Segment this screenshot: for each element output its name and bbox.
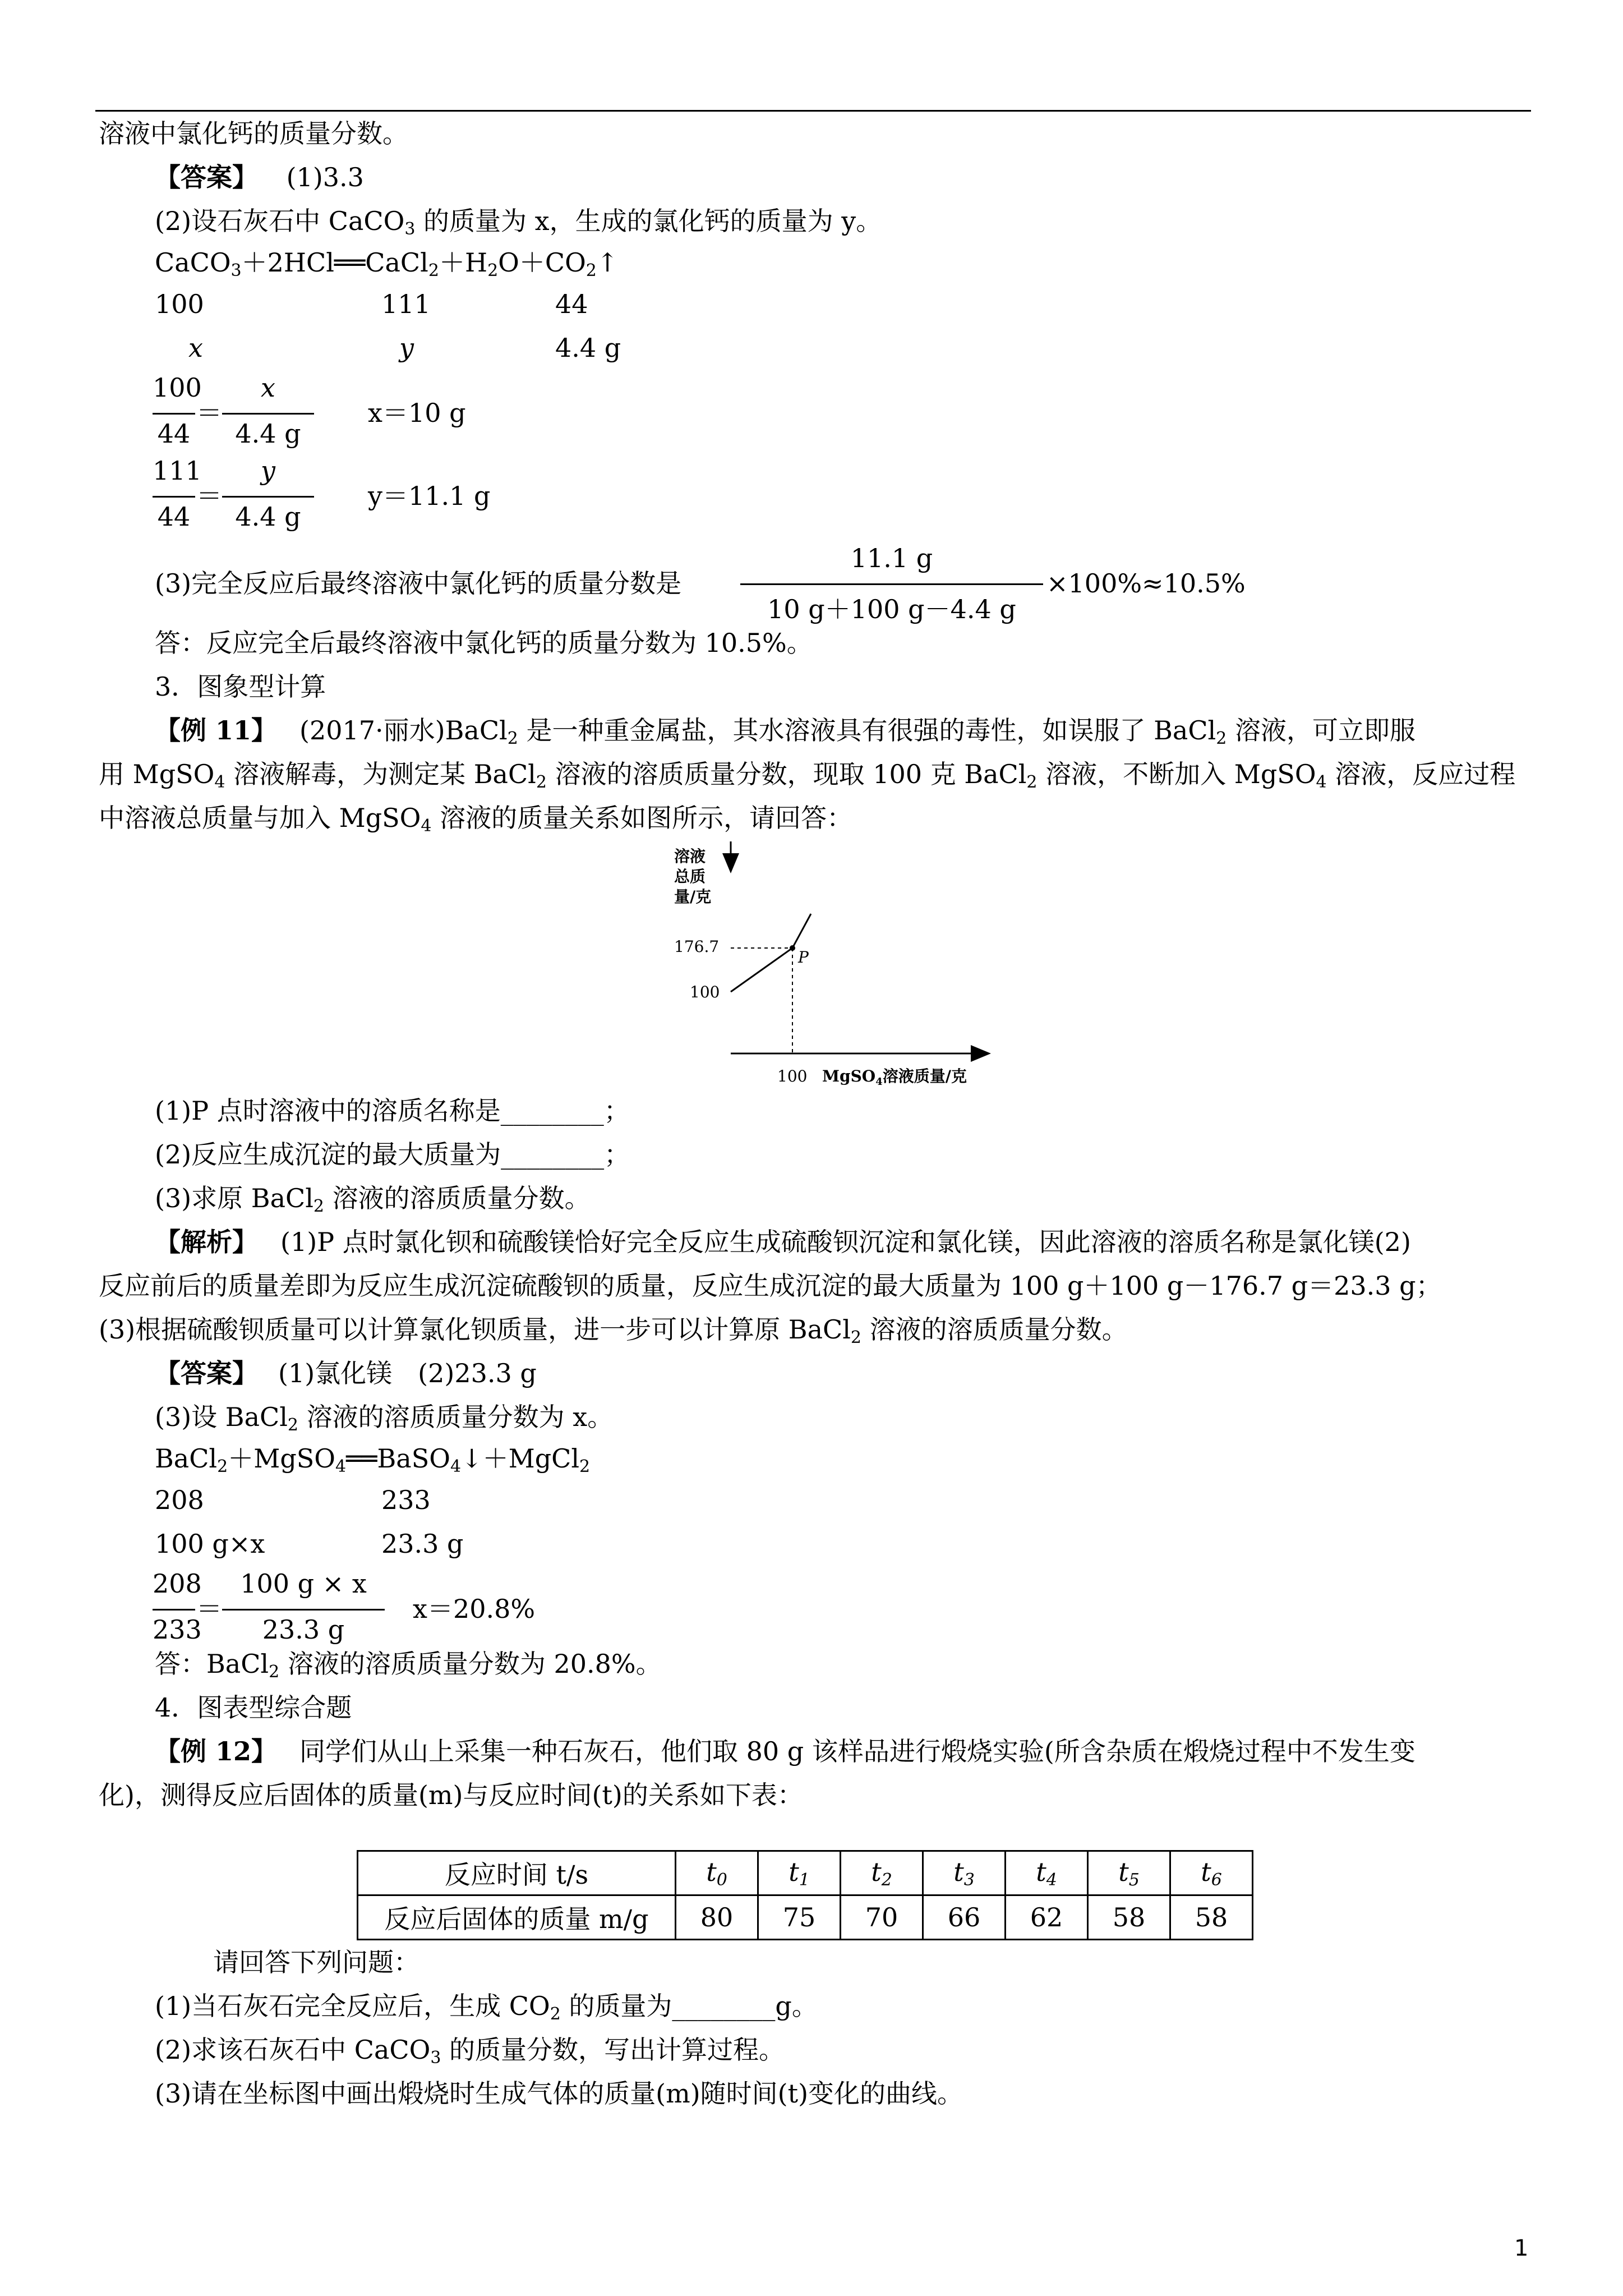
text: 的质量分数，写出计算过程。 — [441, 2035, 785, 2065]
example-tag: 【例 11】 — [155, 715, 278, 746]
subscript: 2 — [850, 1328, 862, 1347]
text: (2)设石灰石中 CaCO — [155, 206, 405, 236]
fraction — [222, 455, 314, 540]
text: 溶液的溶质质量分数。 — [324, 1183, 591, 1213]
chemical-equation — [155, 246, 618, 288]
denominator: 44 — [157, 418, 191, 449]
text-line: 溶液中氯化钙的质量分数。 — [99, 118, 408, 149]
text-line: 反应前后的质量差即为反应生成沉淀硫酸钡的质量，反应生成沉淀的最大质量为 100 g＋100 g－176.7 g＝23.3 g； — [99, 1271, 1442, 1301]
text-line — [99, 1313, 1128, 1355]
text: (2)求该石灰石中 CaCO — [155, 2035, 431, 2065]
molar-mass: 233 — [381, 1485, 431, 1515]
variable: y — [399, 333, 414, 363]
text: (3)根据硫酸钡质量可以计算氯化钡质量，进一步可以计算原 BaCl — [99, 1314, 851, 1345]
text-line: ×100%≈10.5% — [1046, 568, 1246, 599]
text: (3)求原 BaCl — [155, 1183, 313, 1213]
table-header-cell: 反应时间 t/s — [358, 1851, 676, 1895]
example-tag: 【例 12】 — [155, 1736, 278, 1766]
text-line — [99, 801, 852, 843]
subscript: 4 — [1316, 772, 1327, 792]
x-axis-label: MgSO$_4$溶液质量/克 — [822, 1067, 967, 1088]
subscript: 2 — [550, 2004, 561, 2024]
answer-value: (1)氯化镁 (2)23.3 g — [278, 1358, 537, 1388]
mass-value: 23.3 g — [381, 1529, 464, 1559]
table-cell: 58 — [1170, 1895, 1253, 1940]
y-axis-label-3: 量/克 — [674, 887, 712, 906]
fraction — [222, 372, 314, 457]
text: 的质量为________g。 — [560, 1991, 818, 2021]
question-3: (3)请在坐标图中画出煅烧时生成气体的质量(m)随时间(t)变化的曲线。 — [155, 2078, 963, 2109]
text-line: (3)完全反应后最终溶液中氯化钙的质量分数是 — [155, 568, 682, 599]
question-2: (2)反应生成沉淀的最大质量为________； — [155, 1139, 630, 1170]
equals: ＝ — [196, 1594, 222, 1624]
subscript: 4 — [450, 1457, 462, 1476]
denominator: 4.4 g — [235, 501, 301, 532]
example-line — [155, 1734, 1415, 1768]
question-2 — [155, 2033, 785, 2075]
analysis-line — [155, 1225, 1411, 1259]
subscript: 4 — [214, 772, 225, 792]
text: 溶液，反应过程 — [1326, 759, 1516, 789]
denominator: 23.3 g — [262, 1614, 345, 1645]
text: 溶液，可立即服 — [1227, 715, 1415, 746]
analysis-tag: 【解析】 — [155, 1227, 258, 1257]
x-tick-label: 100 — [777, 1067, 808, 1085]
text: 溶液的溶质质量分数为 20.8%。 — [279, 1649, 662, 1679]
numerator: x — [261, 372, 275, 403]
equals: ＝ — [196, 481, 222, 511]
text-line — [155, 1647, 662, 1689]
text: 溶液的溶质质量分数，现取 100 克 BaCl — [546, 759, 1027, 789]
point-label: P — [798, 948, 809, 967]
text: (1)当石灰石完全反应后，生成 CO — [155, 1991, 550, 2021]
table-cell: 80 — [676, 1895, 758, 1940]
subscript: 2 — [1216, 729, 1227, 748]
fraction-bar — [153, 413, 195, 415]
numerator: y — [261, 455, 275, 486]
table-cell: 75 — [758, 1895, 841, 1940]
text: 是一种重金属盐，其水溶液具有很强的毒性，如误服了 BaCl — [518, 715, 1216, 746]
subscript: 3 — [404, 219, 416, 239]
y-axis-label-1: 溶液 — [674, 847, 706, 866]
numerator: 100 g × x — [240, 1568, 367, 1599]
subscript: 2 — [217, 1457, 228, 1476]
result: y＝11.1 g — [368, 481, 491, 511]
text: 溶液的溶质质量分数为 x。 — [298, 1402, 614, 1432]
result: x＝10 g — [368, 398, 466, 428]
variable: x — [188, 333, 203, 363]
numerator: 11.1 g — [850, 543, 933, 573]
text-line — [155, 204, 882, 246]
text: 的质量为 x，生成的氯化钙的质量为 y。 — [415, 206, 882, 236]
answer-tag: 【答案】 — [155, 1358, 258, 1388]
text: 溶液的溶质质量分数。 — [861, 1314, 1128, 1345]
answer-value: (1)3.3 — [286, 162, 364, 192]
text: 溶液解毒，为测定某 BaCl — [225, 759, 536, 789]
answer-line — [155, 160, 364, 194]
y-tick-label: 176.7 — [674, 937, 720, 956]
table-row — [358, 1851, 1253, 1895]
subscript: 3 — [230, 261, 242, 280]
subscript: 4 — [335, 1457, 347, 1476]
text: 溶液的质量关系如图所示，请回答： — [431, 803, 853, 833]
fraction-bar — [153, 496, 195, 498]
answer-tag: 【答案】 — [155, 162, 258, 192]
subscript: 2 — [536, 772, 547, 792]
answer-line — [155, 1356, 537, 1390]
fraction-bar — [222, 1609, 385, 1611]
table-cell: $t_1$ — [758, 1851, 841, 1895]
numerator: 111 — [153, 455, 202, 486]
fraction-bar — [153, 1609, 195, 1611]
text: ══BaSO — [346, 1443, 450, 1474]
fraction — [153, 455, 202, 540]
text: ＋MgSO — [228, 1443, 336, 1474]
numerator: 208 — [153, 1568, 202, 1599]
text: 答：BaCl — [155, 1649, 269, 1679]
section-heading: 3．图象型计算 — [155, 671, 326, 702]
text: O＋CO — [498, 247, 586, 278]
table-cell: $t_4$ — [1006, 1851, 1088, 1895]
section-heading: 4．图表型综合题 — [155, 1692, 352, 1723]
question-3 — [155, 1181, 591, 1223]
subscript: 2 — [507, 729, 518, 748]
subscript: 3 — [430, 2048, 441, 2068]
data-table — [357, 1850, 1253, 1940]
text: 中溶液总质量与加入 MgSO — [99, 803, 421, 833]
table-cell: 70 — [841, 1895, 923, 1940]
subscript: 2 — [585, 261, 597, 280]
example-line — [155, 714, 1415, 756]
text: ↑ — [596, 247, 619, 278]
fraction — [153, 372, 202, 457]
text: ＋H — [439, 247, 488, 278]
result: x＝20.8% — [413, 1594, 536, 1624]
text: ＋2HCl══CaCl — [241, 247, 428, 278]
text: (2017·丽水)BaCl — [299, 715, 508, 746]
text: 用 MgSO — [99, 759, 215, 789]
table-row — [358, 1895, 1253, 1940]
denominator: 233 — [153, 1614, 202, 1645]
header-rule — [95, 110, 1531, 112]
subscript: 2 — [1026, 772, 1038, 792]
text: 同学们从山上采集一种石灰石，他们取 80 g 该样品进行煅烧实验(所含杂质在煅烧过程中不发生变 — [299, 1736, 1415, 1766]
subscript: 2 — [579, 1457, 591, 1476]
data-point-p — [790, 945, 795, 951]
table-cell: 66 — [923, 1895, 1006, 1940]
text-line — [155, 1400, 613, 1442]
fraction-bar — [222, 413, 314, 415]
fraction — [740, 543, 1043, 627]
table-cell: $t_2$ — [841, 1851, 923, 1895]
subscript: 2 — [428, 261, 439, 280]
table-header-cell: 反应后固体的质量 m/g — [358, 1895, 676, 1940]
text: 溶液，不断加入 MgSO — [1037, 759, 1316, 789]
table-cell: $t_0$ — [676, 1851, 758, 1895]
molar-mass: 44 — [555, 289, 588, 319]
text: ↓＋MgCl — [461, 1443, 580, 1474]
subscript: 4 — [421, 816, 432, 836]
y-tick-label: 100 — [690, 983, 720, 1001]
mass-value: 100 g×x — [155, 1529, 265, 1559]
molar-mass: 111 — [381, 289, 431, 319]
text: CaCO — [155, 247, 231, 278]
molar-mass: 100 — [155, 289, 204, 319]
table-cell: 58 — [1088, 1895, 1170, 1940]
fraction — [222, 1568, 385, 1653]
question-1: (1)P 点时溶液中的溶质名称是________； — [155, 1096, 630, 1126]
text-line: 化)，测得反应后固体的质量(m)与反应时间(t)的关系如下表： — [99, 1780, 803, 1810]
y-axis-label-2: 总质 — [674, 867, 706, 886]
text: BaCl — [155, 1443, 218, 1474]
line-chart — [673, 841, 1032, 1099]
text: (3)设 BaCl — [155, 1402, 288, 1432]
denominator: 10 g＋100 g－4.4 g — [767, 594, 1016, 624]
subscript: 2 — [269, 1662, 280, 1682]
fraction-bar — [222, 496, 314, 498]
table-cell: $t_3$ — [923, 1851, 1006, 1895]
numerator: 100 — [153, 372, 202, 403]
text: (1)P 点时氯化钡和硫酸镁恰好完全反应生成硫酸钡沉淀和氯化镁，因此溶液的溶质名称是氯化镁(2) — [280, 1227, 1411, 1257]
question-1 — [155, 1989, 818, 2031]
subscript: 2 — [287, 1415, 299, 1435]
table-cell: 62 — [1006, 1895, 1088, 1940]
table-cell: $t_5$ — [1088, 1851, 1170, 1895]
fraction — [153, 1568, 202, 1653]
denominator: 4.4 g — [235, 418, 301, 449]
text-line: 请回答下列问题： — [213, 1947, 419, 1977]
subscript: 2 — [313, 1197, 325, 1216]
text-line: 答：反应完全后最终溶液中氯化钙的质量分数为 10.5%。 — [155, 628, 813, 658]
equals: ＝ — [196, 398, 222, 428]
molar-mass: 208 — [155, 1485, 204, 1515]
page-number: 1 — [1514, 2235, 1529, 2261]
chemical-equation — [155, 1442, 590, 1484]
fraction-bar — [740, 583, 1043, 585]
text-line — [99, 757, 1515, 799]
subscript: 2 — [487, 261, 499, 280]
mass-value: 4.4 g — [555, 333, 621, 363]
denominator: 44 — [157, 501, 191, 532]
table-cell: $t_6$ — [1170, 1851, 1253, 1895]
